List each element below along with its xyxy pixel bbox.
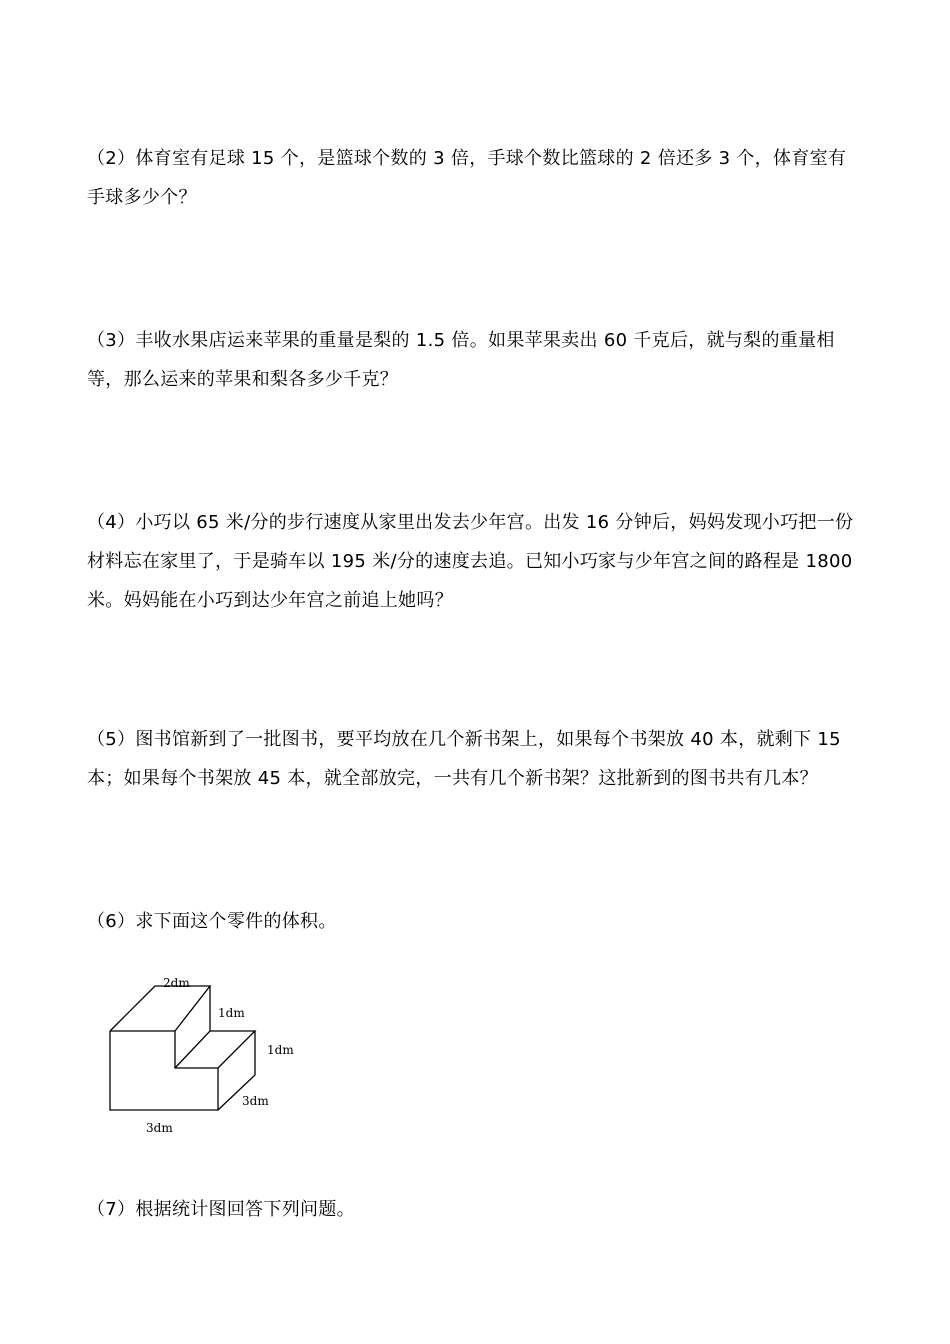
label-bottom-width: 3dm	[146, 1121, 173, 1135]
problem-4	[87, 503, 863, 620]
problem-2-text: （2）体育室有足球 15 个，是篮球个数的 3 倍，手球个数比篮球的 2 倍还多 3 个，体育室有手球多少个？	[87, 148, 847, 208]
top-face-upper	[110, 986, 210, 1031]
label-right-height: 1dm	[267, 1043, 294, 1057]
label-step-height: 1dm	[218, 1006, 245, 1020]
top-face-lower	[175, 1031, 255, 1068]
problem-3	[87, 321, 863, 399]
problem-6	[87, 902, 863, 941]
problem-5	[87, 720, 863, 798]
part-figure	[100, 968, 310, 1143]
label-depth: 3dm	[242, 1094, 269, 1108]
l-shaped-block-drawing	[100, 968, 310, 1143]
problem-7-text: （7）根据统计图回答下列问题。	[87, 1199, 355, 1220]
problem-7	[87, 1190, 863, 1229]
problem-2	[87, 139, 863, 217]
problem-4-text: （4）小巧以 65 米/分的步行速度从家里出发去少年宫。出发 16 分钟后，妈妈发现小巧把一份材料忘在家里了，于是骑车以 195 米/分的速度去追。已知小巧家与少年宫之间的路程是 1800 米。妈妈能在小巧到达少年宫之前追上她吗？	[87, 512, 854, 611]
front-face	[110, 1031, 218, 1110]
problem-3-text: （3）丰收水果店运来苹果的重量是梨的 1.5 倍。如果苹果卖出 60 千克后，就与梨的重量相等，那么运来的苹果和梨各多少千克？	[87, 330, 835, 390]
problem-5-text: （5）图书馆新到了一批图书，要平均放在几个新书架上，如果每个书架放 40 本，就剩下 15 本；如果每个书架放 45 本，就全部放完，一共有几个新书架？这批新到的图书共有几本？	[87, 729, 841, 789]
label-top-width: 2dm	[163, 976, 190, 990]
problem-6-text: （6）求下面这个零件的体积。	[87, 911, 337, 932]
